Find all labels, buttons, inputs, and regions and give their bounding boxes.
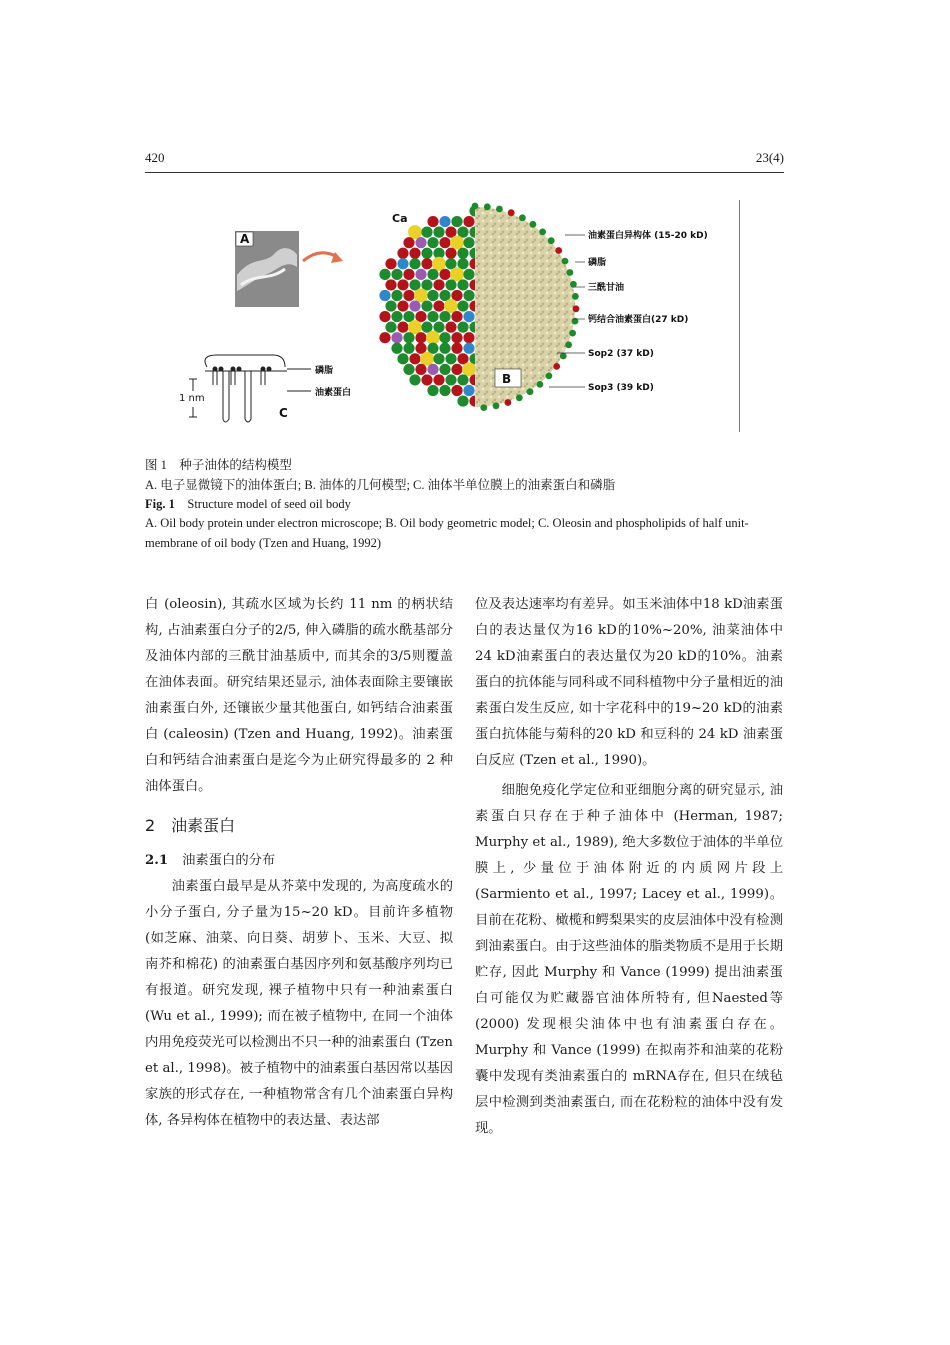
bead (420, 352, 434, 366)
bead (421, 258, 432, 269)
bead (451, 343, 462, 354)
bead (409, 258, 420, 269)
bead (421, 300, 432, 311)
rim-bead (572, 293, 579, 300)
bead (445, 374, 456, 385)
page-number: 420 (145, 150, 165, 165)
bead (450, 267, 464, 281)
caption-en-title (145, 494, 785, 514)
section-2-heading: 2 油素蛋白 (145, 816, 236, 835)
arrow-a-to-b (303, 253, 337, 261)
label-oleosin-isoform: 油素蛋白异构体 (15-20 kD) (588, 231, 708, 241)
bead (391, 311, 402, 322)
bead (415, 332, 426, 343)
bead (403, 343, 414, 354)
bead (439, 269, 450, 280)
bead (463, 332, 474, 343)
rim-bead (548, 237, 555, 244)
label-triacylglycerol: 三酰甘油 (588, 283, 625, 293)
label-phospholipid: 磷脂 (588, 258, 607, 268)
bead (463, 311, 474, 322)
panel-c-membrane (189, 355, 311, 422)
bead (439, 364, 450, 375)
bead (379, 269, 390, 280)
bead (379, 332, 390, 343)
rim-bead (516, 394, 523, 401)
rim-bead (562, 258, 569, 265)
rim-bead (527, 388, 534, 395)
caption-zh-desc: A. 电子显微镜下的油体蛋白; B. 油体的几何模型; C. 油体半单位膜上的油素蛋白和磷脂 (145, 478, 616, 492)
bead (409, 300, 420, 311)
rim-bead (530, 221, 537, 228)
bead (409, 374, 420, 385)
rim-bead (546, 373, 553, 380)
bead (444, 299, 458, 313)
bead (415, 237, 426, 248)
bead (408, 320, 422, 334)
caption-en-desc: A. Oil body protein under electron microscope; B. Oil body geometric model; C. Oleosin and phospholipids of half unit-membrane of oil body (Tzen and Huang, 1992) (145, 516, 749, 550)
bead (421, 374, 432, 385)
bead (439, 343, 450, 354)
bead (439, 332, 450, 343)
bead (391, 332, 402, 343)
bead (385, 322, 396, 333)
rim-bead (573, 305, 580, 312)
rim-bead (493, 402, 500, 409)
section-2-1-heading (145, 848, 453, 874)
label-sop2: Sop2 (37 kD) (588, 349, 654, 359)
bead (439, 237, 450, 248)
bead (415, 269, 426, 280)
panel-b-sphere (375, 203, 579, 411)
rim-bead (553, 363, 560, 370)
bead (433, 227, 444, 238)
left-column (145, 592, 453, 1134)
bead (427, 237, 438, 248)
bead (427, 216, 438, 227)
section-2-1-number: 2.1 (145, 853, 169, 868)
c-label-phospholipid: 磷脂 (315, 366, 334, 376)
bead (451, 216, 462, 227)
bead (415, 364, 426, 375)
bead (427, 290, 438, 301)
bead (403, 269, 414, 280)
rim-bead (539, 229, 546, 236)
bead (397, 258, 408, 269)
bead (421, 227, 432, 238)
bead (457, 322, 468, 333)
bead (427, 269, 438, 280)
bead (433, 374, 444, 385)
bead (463, 290, 474, 301)
bead (403, 290, 414, 301)
bead (379, 311, 390, 322)
bead (427, 364, 438, 375)
rim-bead (560, 353, 567, 360)
bead (397, 300, 408, 311)
bead (397, 279, 408, 290)
bead (450, 236, 464, 250)
right-column (475, 592, 783, 1142)
section-2-1-title: 油素蛋白的分布 (182, 853, 276, 868)
bead (462, 362, 476, 376)
bead (409, 353, 420, 364)
panel-a-micrograph (235, 231, 299, 307)
bead (439, 216, 450, 227)
caption-en-title-text: Structure model of seed oil body (187, 497, 351, 511)
bead (408, 225, 422, 239)
rim-bead (508, 209, 515, 216)
bead (463, 385, 474, 396)
rim-bead (569, 330, 576, 337)
bead (463, 269, 474, 280)
bead (379, 290, 390, 301)
right-paragraph-2: 细胞免疫化学定位和亚细胞分离的研究显示, 油素蛋白只存在于种子油体中 (Herman, 1987; Murphy et al., 1989), 绝大多数位于油体的半单位膜上, 少量位于油体附近的内质网片段上 (Sarmiento et al., 1997; Lacey et al., 1999)。目前在花粉、橄榄和鳄梨果实的皮层油体中没有检测到油素蛋白。由于这些油体的脂类物质不是用于长期贮存, 因此 Murphy 和 Vance (1999) 提出油素蛋白可能仅为贮藏器官油体所特有, 但Naested等 (2000) 发现根尖油体中也有油素蛋白存在。Murphy 和 Vance (1999) 在拟南芥和油菜的花粉囊中发现有类油素蛋白的 mRNA存在, 但只在绒毡层中检测到类油素蛋白, 而在花粉粒的油体中没有发现。 (475, 783, 783, 1136)
bead (414, 288, 428, 302)
bead (457, 248, 468, 259)
scale-1nm: 1 nm (179, 393, 205, 404)
bead (397, 322, 408, 333)
right-paragraph-1: 位及表达速率均有差异。如玉米油体中18 kD油素蛋白的表达量仅为16 kD的10%~20%, 油菜油体中24 kD油素蛋白的表达量仅为20 kD的10%。油素蛋白的抗体能与同科或不同科植物中分子量相近的油素蛋白发生反应, 如十字花科中的19~20 kD的油素蛋白抗体能与菊科的20 kD 和豆科的 24 kD 油素蛋白反应 (Tzen et al., 1990)。 (475, 597, 783, 768)
left-paragraph-2: 油素蛋白最早是从芥菜中发现的, 为高度疏水的小分子蛋白, 分子量为15~20 kD。目前许多植物 (如芝麻、油菜、向日葵、胡萝卜、玉米、大豆、拟南芥和棉花) 的油素蛋白基因序列和氨基酸序列均已有报道。研究发现, 裸子植物中只有一种油素蛋白 (Wu et al., 1999); 而在被子植物中, 在同一个油体内用免疫荧光可以检测出不只一种的油素蛋白 (Tzen et al., 1998)。被子植物中的油素蛋白基因常以基因家族的形式存在, 一种植物常含有几个油素蛋白异构体, 各异构体在植物中的表达量、表达部 (145, 879, 453, 1128)
bead (451, 364, 462, 375)
bead (439, 385, 450, 396)
panel-c-label: C (279, 406, 288, 420)
caption-zh-label: 图 1 (145, 458, 167, 472)
c-label-oleosin: 油素蛋白 (315, 388, 352, 398)
bead (403, 237, 414, 248)
bead (433, 353, 444, 364)
panel-a-label: A (240, 232, 250, 246)
bead (445, 279, 456, 290)
bead (457, 395, 468, 406)
rim-bead (519, 214, 526, 221)
caption-en-label: Fig. 1 (145, 497, 175, 511)
bead (432, 257, 446, 271)
bead (397, 248, 408, 259)
rim-bead (480, 404, 487, 411)
ca-label: Ca (392, 212, 408, 225)
bead (385, 279, 396, 290)
bead (385, 300, 396, 311)
bead (391, 269, 402, 280)
bead (397, 353, 408, 364)
bead (421, 248, 432, 259)
bead (457, 374, 468, 385)
bead (445, 322, 456, 333)
bead (403, 364, 414, 375)
rim-bead (555, 247, 562, 254)
bead (451, 385, 462, 396)
header-rule (145, 172, 784, 173)
bead (463, 237, 474, 248)
bead (463, 343, 474, 354)
bead (385, 258, 396, 269)
bead (457, 279, 468, 290)
bead (426, 331, 440, 345)
rim-bead (496, 206, 503, 213)
bead (445, 248, 456, 259)
bead (409, 248, 420, 259)
rim-bead (484, 203, 491, 210)
bead (439, 311, 450, 322)
bead (427, 311, 438, 322)
left-paragraph-1: 白 (oleosin), 其疏水区域为长约 11 nm 的柄状结构, 占油素蛋白分子的2/5, 伸入磷脂的疏水酰基部分及油体内部的三酰甘油基质中, 而其余的3/5则覆盖在油体表面。研究结果还显示, 油体表面除主要镶嵌油素蛋白外, 还镶嵌少量其他蛋白, 如钙结合油素蛋白 (caleosin) (Tzen and Huang, 1992)。油素蛋白和钙结合油素蛋白是迄今为止研究得最多的 2 种油体蛋白。 (145, 597, 453, 794)
bead (445, 353, 456, 364)
figure-right-rule (739, 200, 740, 432)
oil-body-figure (145, 195, 785, 445)
bead (427, 385, 438, 396)
bead (391, 343, 402, 354)
rim-bead (565, 341, 572, 348)
caption-zh-title-text: 种子油体的结构模型 (179, 458, 292, 472)
bead (451, 332, 462, 343)
rim-bead (472, 203, 479, 210)
bead (403, 332, 414, 343)
bead (457, 300, 468, 311)
bead (433, 300, 444, 311)
bead (391, 290, 402, 301)
panel-b-label: B (502, 372, 512, 386)
label-sop3: Sop3 (39 kD) (588, 383, 654, 393)
label-caleosin: 钙结合油素蛋白(27 kD) (588, 315, 689, 325)
rim-bead (537, 381, 544, 388)
rim-bead (567, 269, 574, 276)
caption-zh-title (145, 455, 785, 475)
volume-issue: 23(4) (755, 150, 784, 165)
rim-bead (505, 399, 512, 406)
bead (463, 216, 474, 227)
bead (451, 311, 462, 322)
bead (433, 279, 444, 290)
